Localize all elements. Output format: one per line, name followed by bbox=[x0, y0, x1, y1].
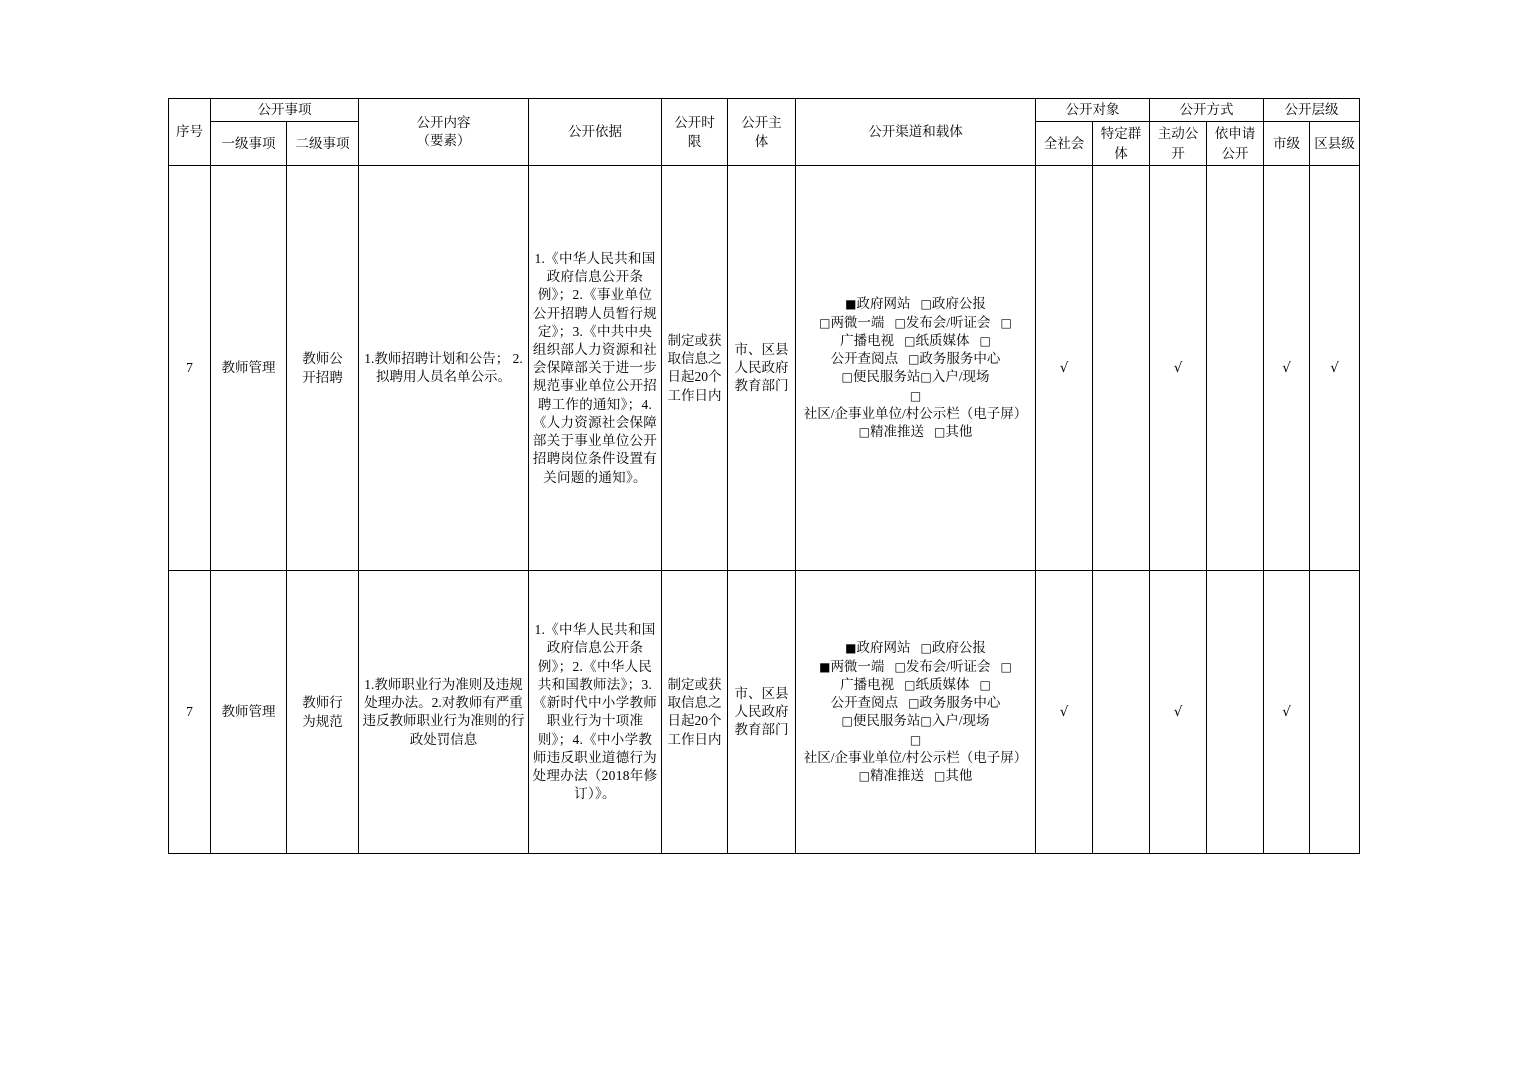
channel-option-label: 入户/现场 bbox=[931, 713, 990, 729]
header-matter-group: 公开事项 bbox=[211, 99, 359, 122]
cell-method-apply bbox=[1207, 166, 1264, 571]
channel-option-label: 便民服务站 bbox=[852, 713, 921, 729]
table-row bbox=[169, 571, 1360, 854]
header-audience-group: 公开对象 bbox=[1036, 99, 1150, 122]
header-basis: 公开依据 bbox=[529, 99, 662, 166]
header-audience-all: 全社会 bbox=[1036, 122, 1093, 166]
checkbox-icon[interactable]: □ bbox=[841, 714, 853, 729]
channel-option-label: 纸质媒体 bbox=[915, 676, 970, 692]
channel-option-label: 其他 bbox=[945, 424, 973, 439]
header-audience-specific: 特定群体 bbox=[1093, 122, 1150, 166]
channel-option-label: 两微一端 bbox=[830, 314, 885, 330]
checkbox-icon[interactable]: □ bbox=[904, 677, 916, 692]
checkbox-icon[interactable]: □ bbox=[979, 677, 991, 692]
header-content-line1: 公开内容 bbox=[416, 114, 471, 130]
channel-option-label: 纸质媒体 bbox=[915, 332, 970, 348]
checkbox-icon[interactable]: □ bbox=[920, 641, 932, 656]
cell-level-county bbox=[1310, 571, 1360, 854]
header-method-group: 公开方式 bbox=[1150, 99, 1264, 122]
cell-time-limit: 制定或获取信息之日起20个工作日内 bbox=[662, 571, 728, 854]
header-level-group: 公开层级 bbox=[1264, 99, 1360, 122]
channel-option-label: 公开查阅点 bbox=[830, 695, 899, 711]
checkbox-icon[interactable]: □ bbox=[934, 425, 946, 439]
header-method-apply: 依申请公开 bbox=[1207, 122, 1264, 166]
cell-no: 7 bbox=[169, 571, 211, 854]
cell-content: 1.教师职业行为准则及违规处理办法。2.对教师有严重违反教师职业行为准则的行政处罚信息 bbox=[359, 571, 529, 854]
cell-subject: 市、区县人民政府教育部门 bbox=[728, 571, 796, 854]
checkbox-icon[interactable]: □ bbox=[1000, 659, 1012, 674]
header-level-county: 区县级 bbox=[1310, 122, 1360, 166]
channel-option-label: 发布会/听证会 bbox=[905, 314, 991, 330]
cell-level-county: √ bbox=[1310, 166, 1360, 571]
checkbox-icon[interactable]: □ bbox=[908, 696, 920, 711]
channel-option-label: 广播电视 bbox=[840, 332, 895, 348]
cell-method-active: √ bbox=[1150, 571, 1207, 854]
cell-content: 1.教师招聘计划和公告； 2.拟聘用人员名单公示。 bbox=[359, 166, 529, 571]
channel-option-label: 发布会/听证会 bbox=[905, 658, 991, 674]
cell-matter-l1: 教师管理 bbox=[211, 166, 287, 571]
header-time-limit: 公开时限 bbox=[662, 99, 728, 166]
cell-method-apply bbox=[1207, 571, 1264, 854]
channel-option-label: 精准推送 bbox=[870, 424, 924, 439]
cell-audience-specific bbox=[1093, 571, 1150, 854]
header-no: 序号 bbox=[169, 99, 211, 166]
checkbox-icon[interactable]: □ bbox=[908, 352, 920, 367]
checkbox-icon[interactable]: □ bbox=[920, 370, 932, 385]
channel-option-label: 政府网站 bbox=[856, 296, 911, 312]
checkbox-icon[interactable]: □ bbox=[819, 315, 831, 330]
channel-checkbox-list-row1 bbox=[799, 295, 1032, 441]
checkbox-icon[interactable]: □ bbox=[1000, 315, 1012, 330]
cell-matter-l2: 教师公开招聘 bbox=[287, 166, 359, 571]
header-content-line2: （要素） bbox=[416, 133, 471, 149]
channel-option-label: 便民服务站 bbox=[852, 369, 921, 385]
channel-option-label: 其他 bbox=[945, 768, 973, 783]
header-level-city: 市级 bbox=[1264, 122, 1310, 166]
cell-no: 7 bbox=[169, 166, 211, 571]
checkbox-checked-icon[interactable]: ■ bbox=[845, 641, 857, 656]
cell-level-city: √ bbox=[1264, 571, 1310, 854]
checkbox-icon[interactable]: □ bbox=[894, 315, 906, 330]
channel-option-label: 两微一端 bbox=[830, 658, 885, 674]
checkbox-icon[interactable]: □ bbox=[858, 769, 870, 783]
channel-option-label: 广播电视 bbox=[840, 676, 895, 692]
cell-level-city: √ bbox=[1264, 166, 1310, 571]
table-row bbox=[169, 166, 1360, 571]
disclosure-table-wrapper bbox=[168, 98, 1355, 854]
header-method-active: 主动公开 bbox=[1150, 122, 1207, 166]
channel-checkbox-list-row2 bbox=[799, 639, 1032, 785]
channel-option-label: 政府网站 bbox=[856, 640, 911, 656]
header-matter-l1: 一级事项 bbox=[211, 122, 287, 166]
checkbox-icon[interactable]: □ bbox=[904, 333, 916, 348]
cell-audience-all: √ bbox=[1036, 571, 1093, 854]
checkbox-icon[interactable]: □ bbox=[920, 714, 932, 729]
cell-matter-l1: 教师管理 bbox=[211, 571, 287, 854]
channel-option-label: 政务服务中心 bbox=[919, 695, 1001, 711]
header-subject: 公开主体 bbox=[728, 99, 796, 166]
channel-option-label: 政府公报 bbox=[931, 296, 986, 312]
cell-matter-l2: 教师行为规范 bbox=[287, 571, 359, 854]
checkbox-icon[interactable]: □ bbox=[934, 769, 946, 783]
channel-option-label: 入户/现场 bbox=[931, 369, 990, 385]
cell-audience-specific bbox=[1093, 166, 1150, 571]
disclosure-table bbox=[168, 98, 1360, 854]
channel-option-label: 社区/企事业单位/村公示栏（电子屏） bbox=[803, 405, 1028, 421]
cell-basis: 1.《中华人民共和国政府信息公开条例》；2.《事业单位公开招聘人员暂行规定》；3.《中共中央组织部人力资源和社会保障部关于进一步规范事业单位公开招聘工作的通知》；4.《人力资源社会保障部关于事业单位公开招聘岗位条件设置有关问题的通知》。 bbox=[529, 166, 662, 571]
cell-subject: 市、区县人民政府教育部门 bbox=[728, 166, 796, 571]
checkbox-checked-icon[interactable]: ■ bbox=[845, 297, 857, 312]
header-matter-l2: 二级事项 bbox=[287, 122, 359, 166]
cell-time-limit: 制定或获取信息之日起20个工作日内 bbox=[662, 166, 728, 571]
channel-option-label: 公开查阅点 bbox=[830, 351, 899, 367]
cell-audience-all: √ bbox=[1036, 166, 1093, 571]
cell-channel bbox=[796, 571, 1036, 854]
channel-option-label: 社区/企事业单位/村公示栏（电子屏） bbox=[803, 749, 1028, 765]
checkbox-icon[interactable]: □ bbox=[920, 297, 932, 312]
checkbox-icon[interactable]: □ bbox=[909, 388, 922, 403]
header-content bbox=[359, 99, 529, 166]
cell-channel bbox=[796, 166, 1036, 571]
table-header-row-1 bbox=[169, 99, 1360, 122]
channel-option-label: 政务服务中心 bbox=[919, 351, 1001, 367]
checkbox-icon[interactable]: □ bbox=[909, 732, 922, 747]
cell-basis: 1.《中华人民共和国政府信息公开条例》；2.《中华人民共和国教师法》；3.《新时代中小学教师职业行为十项准则》；4.《中小学教师违反职业道德行为处理办法（2018年修订）》。 bbox=[529, 571, 662, 854]
checkbox-icon[interactable]: □ bbox=[858, 425, 870, 439]
header-channel: 公开渠道和载体 bbox=[796, 99, 1036, 166]
cell-method-active: √ bbox=[1150, 166, 1207, 571]
checkbox-icon[interactable]: □ bbox=[841, 370, 853, 385]
checkbox-checked-icon[interactable]: ■ bbox=[819, 659, 831, 674]
channel-option-label: 精准推送 bbox=[870, 768, 924, 783]
checkbox-icon[interactable]: □ bbox=[894, 659, 906, 674]
channel-option-label: 政府公报 bbox=[931, 640, 986, 656]
checkbox-icon[interactable]: □ bbox=[979, 333, 991, 348]
